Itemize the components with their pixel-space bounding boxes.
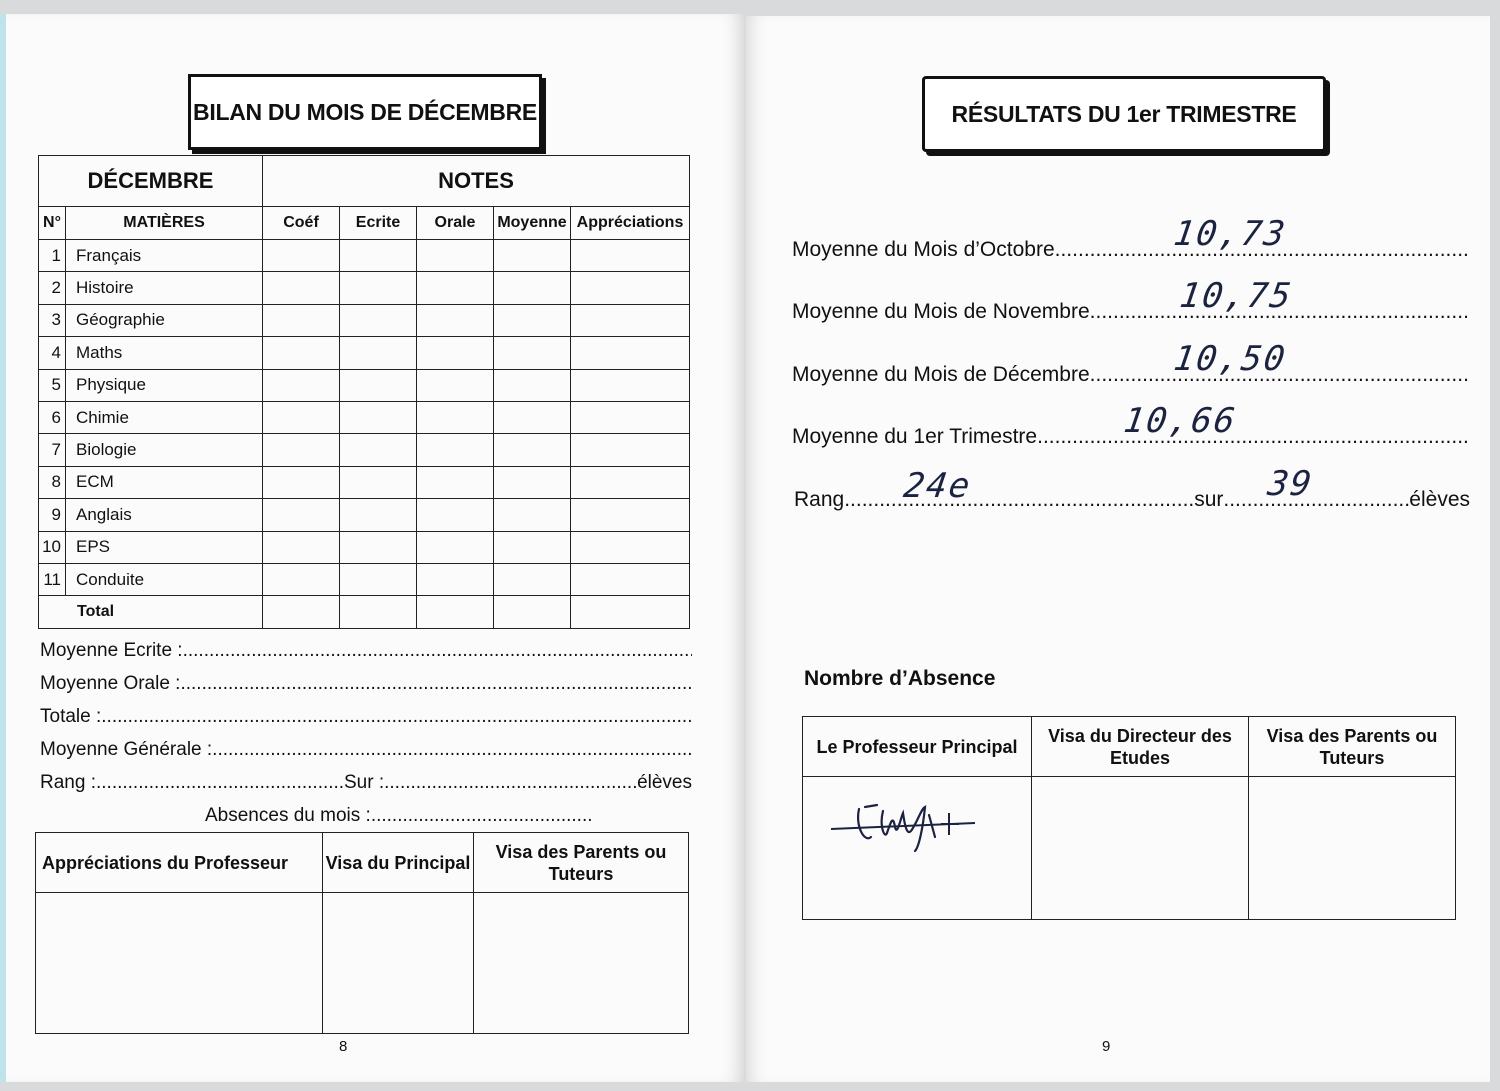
cell-coef bbox=[263, 401, 340, 433]
cell-moyenne bbox=[494, 563, 571, 595]
cell-ecrite bbox=[340, 531, 417, 563]
cell-orale bbox=[417, 466, 494, 498]
month-header: DÉCEMBRE bbox=[39, 156, 263, 207]
left-signature-table bbox=[35, 832, 689, 1034]
average-october-line bbox=[792, 238, 1468, 262]
cell-appreciation bbox=[571, 369, 690, 401]
cell-orale bbox=[417, 596, 494, 628]
table-row bbox=[39, 337, 690, 369]
row-number: 1 bbox=[39, 240, 66, 272]
appreciations-professeur-header: Appréciations du Professeur bbox=[36, 833, 323, 893]
col-header-orale: Orale bbox=[417, 207, 494, 240]
average-november-value: 10,75 bbox=[1177, 276, 1296, 316]
right-signature-table bbox=[802, 716, 1456, 920]
cell-appreciation bbox=[571, 466, 690, 498]
cell-ecrite bbox=[340, 240, 417, 272]
cell-orale bbox=[417, 240, 494, 272]
visa-directeur-header: Visa du Directeur des Etudes bbox=[1032, 717, 1249, 777]
rang-line bbox=[794, 488, 1470, 512]
cell-appreciation bbox=[571, 337, 690, 369]
rang-value: 24e bbox=[901, 466, 975, 506]
professor-signature bbox=[825, 787, 985, 857]
cell-orale bbox=[417, 434, 494, 466]
appreciations-professeur-cell bbox=[36, 893, 323, 1034]
visa-parents-cell-right bbox=[1249, 777, 1456, 920]
table-row bbox=[39, 499, 690, 531]
row-subject: Histoire bbox=[66, 272, 263, 304]
cell-ecrite bbox=[340, 466, 417, 498]
cell-coef bbox=[263, 272, 340, 304]
professeur-principal-header: Le Professeur Principal bbox=[803, 717, 1032, 777]
cell-coef bbox=[263, 434, 340, 466]
cell-ecrite bbox=[340, 596, 417, 628]
absences-field bbox=[205, 805, 593, 827]
page-number-right: 9 bbox=[1102, 1038, 1111, 1055]
table-row bbox=[39, 369, 690, 401]
average-october-value: 10,73 bbox=[1171, 214, 1290, 254]
col-header-ecrite: Ecrite bbox=[340, 207, 417, 240]
moyenne-generale-field bbox=[40, 739, 692, 761]
average-trimestre-value: 10,66 bbox=[1121, 401, 1240, 441]
right-page-title bbox=[922, 76, 1326, 152]
table-row bbox=[39, 434, 690, 466]
cell-ecrite bbox=[340, 499, 417, 531]
cell-coef bbox=[263, 337, 340, 369]
cell-moyenne bbox=[494, 531, 571, 563]
notes-header: NOTES bbox=[263, 156, 690, 207]
col-header-subject: MATIÈRES bbox=[66, 207, 263, 240]
sur-label-right: sur bbox=[1194, 488, 1224, 511]
visa-directeur-cell bbox=[1032, 777, 1249, 920]
cell-orale bbox=[417, 337, 494, 369]
table-row bbox=[39, 466, 690, 498]
cell-orale bbox=[417, 531, 494, 563]
cell-orale bbox=[417, 272, 494, 304]
cell-orale bbox=[417, 369, 494, 401]
moyenne-generale-label: Moyenne Générale : bbox=[40, 739, 213, 760]
cell-moyenne bbox=[494, 401, 571, 433]
totale-field bbox=[40, 706, 692, 728]
cell-moyenne bbox=[494, 240, 571, 272]
row-number: 2 bbox=[39, 272, 66, 304]
cell-orale bbox=[417, 499, 494, 531]
rang-label-right: Rang bbox=[794, 488, 845, 511]
cell-appreciation bbox=[571, 434, 690, 466]
row-subject: Anglais bbox=[66, 499, 263, 531]
col-header-coef: Coéf bbox=[263, 207, 340, 240]
col-header-appreciations: Appréciations bbox=[571, 207, 690, 240]
cell-moyenne bbox=[494, 434, 571, 466]
table-row bbox=[39, 563, 690, 595]
row-number: 5 bbox=[39, 369, 66, 401]
average-december-line bbox=[792, 363, 1468, 387]
eleves-label-right: élèves bbox=[1409, 488, 1470, 511]
cell-appreciation bbox=[571, 304, 690, 336]
cell-moyenne bbox=[494, 369, 571, 401]
table-row bbox=[39, 304, 690, 336]
cell-ecrite bbox=[340, 272, 417, 304]
cell-coef bbox=[263, 240, 340, 272]
row-number: 6 bbox=[39, 401, 66, 433]
right-page bbox=[746, 16, 1490, 1082]
cell-appreciation bbox=[571, 596, 690, 628]
total-row bbox=[39, 596, 690, 628]
table-row bbox=[39, 240, 690, 272]
total-label: Total bbox=[39, 596, 263, 628]
cell-appreciation bbox=[571, 531, 690, 563]
grades-table bbox=[38, 155, 690, 629]
cell-ecrite bbox=[340, 369, 417, 401]
left-page bbox=[6, 14, 744, 1082]
row-subject: Géographie bbox=[66, 304, 263, 336]
moyenne-orale-field bbox=[40, 673, 692, 695]
row-subject: Maths bbox=[66, 337, 263, 369]
moyenne-ecrite-field bbox=[40, 640, 692, 662]
cell-moyenne bbox=[494, 304, 571, 336]
col-header-moyenne: Moyenne bbox=[494, 207, 571, 240]
cell-coef bbox=[263, 499, 340, 531]
left-page-title bbox=[188, 74, 542, 150]
cell-orale bbox=[417, 401, 494, 433]
row-subject: Conduite bbox=[66, 563, 263, 595]
table-row bbox=[39, 272, 690, 304]
table-row bbox=[39, 531, 690, 563]
cell-coef bbox=[263, 596, 340, 628]
cell-ecrite bbox=[340, 304, 417, 336]
cell-coef bbox=[263, 304, 340, 336]
professeur-principal-cell bbox=[803, 777, 1032, 920]
average-november-label: Moyenne du Mois de Novembre bbox=[792, 300, 1090, 323]
cell-coef bbox=[263, 369, 340, 401]
cell-moyenne bbox=[494, 337, 571, 369]
eleves-label: élèves bbox=[637, 772, 692, 793]
average-december-label: Moyenne du Mois de Décembre bbox=[792, 363, 1090, 386]
row-subject: ECM bbox=[66, 466, 263, 498]
cell-appreciation bbox=[571, 272, 690, 304]
cell-coef bbox=[263, 466, 340, 498]
cell-moyenne bbox=[494, 466, 571, 498]
cell-orale bbox=[417, 563, 494, 595]
average-trimestre-label: Moyenne du 1er Trimestre bbox=[792, 425, 1038, 448]
cell-ecrite bbox=[340, 434, 417, 466]
row-number: 8 bbox=[39, 466, 66, 498]
row-subject: EPS bbox=[66, 531, 263, 563]
visa-parents-header-right: Visa des Parents ou Tuteurs bbox=[1249, 717, 1456, 777]
row-subject: Physique bbox=[66, 369, 263, 401]
cell-ecrite bbox=[340, 401, 417, 433]
rang-field bbox=[40, 772, 692, 794]
cell-appreciation bbox=[571, 563, 690, 595]
col-header-number: N° bbox=[39, 207, 66, 240]
row-subject: Chimie bbox=[66, 401, 263, 433]
row-number: 7 bbox=[39, 434, 66, 466]
moyenne-ecrite-label: Moyenne Ecrite : bbox=[40, 640, 183, 661]
cell-ecrite bbox=[340, 337, 417, 369]
cell-moyenne bbox=[494, 499, 571, 531]
average-december-value: 10,50 bbox=[1171, 339, 1290, 379]
sur-value: 39 bbox=[1265, 464, 1316, 504]
absences-label: Absences du mois : bbox=[205, 805, 371, 826]
cell-orale bbox=[417, 304, 494, 336]
rang-label: Rang : bbox=[40, 772, 96, 793]
table-row bbox=[39, 401, 690, 433]
cell-moyenne bbox=[494, 272, 571, 304]
page-number-left: 8 bbox=[339, 1038, 348, 1055]
row-number: 4 bbox=[39, 337, 66, 369]
row-subject: Biologie bbox=[66, 434, 263, 466]
row-number: 9 bbox=[39, 499, 66, 531]
left-title-text: BILAN DU MOIS DE DÉCEMBRE bbox=[193, 98, 537, 125]
moyenne-orale-label: Moyenne Orale : bbox=[40, 673, 181, 694]
visa-parents-header: Visa des Parents ou Tuteurs bbox=[474, 833, 689, 893]
visa-parents-cell bbox=[474, 893, 689, 1034]
visa-principal-cell bbox=[323, 893, 474, 1034]
visa-principal-header: Visa du Principal bbox=[323, 833, 474, 893]
cell-coef bbox=[263, 563, 340, 595]
cell-appreciation bbox=[571, 499, 690, 531]
row-number: 3 bbox=[39, 304, 66, 336]
average-november-line bbox=[792, 300, 1468, 324]
cell-ecrite bbox=[340, 563, 417, 595]
row-number: 11 bbox=[39, 563, 66, 595]
totale-label: Totale : bbox=[40, 706, 102, 727]
sur-label: Sur : bbox=[343, 772, 385, 793]
cell-appreciation bbox=[571, 240, 690, 272]
row-subject: Français bbox=[66, 240, 263, 272]
cell-coef bbox=[263, 531, 340, 563]
cell-moyenne bbox=[494, 596, 571, 628]
average-october-label: Moyenne du Mois d’Octobre bbox=[792, 238, 1055, 261]
cell-appreciation bbox=[571, 401, 690, 433]
right-title-text: RÉSULTATS DU 1er TRIMESTRE bbox=[951, 100, 1297, 127]
row-number: 10 bbox=[39, 531, 66, 563]
absence-title: Nombre d’Absence bbox=[804, 667, 996, 690]
